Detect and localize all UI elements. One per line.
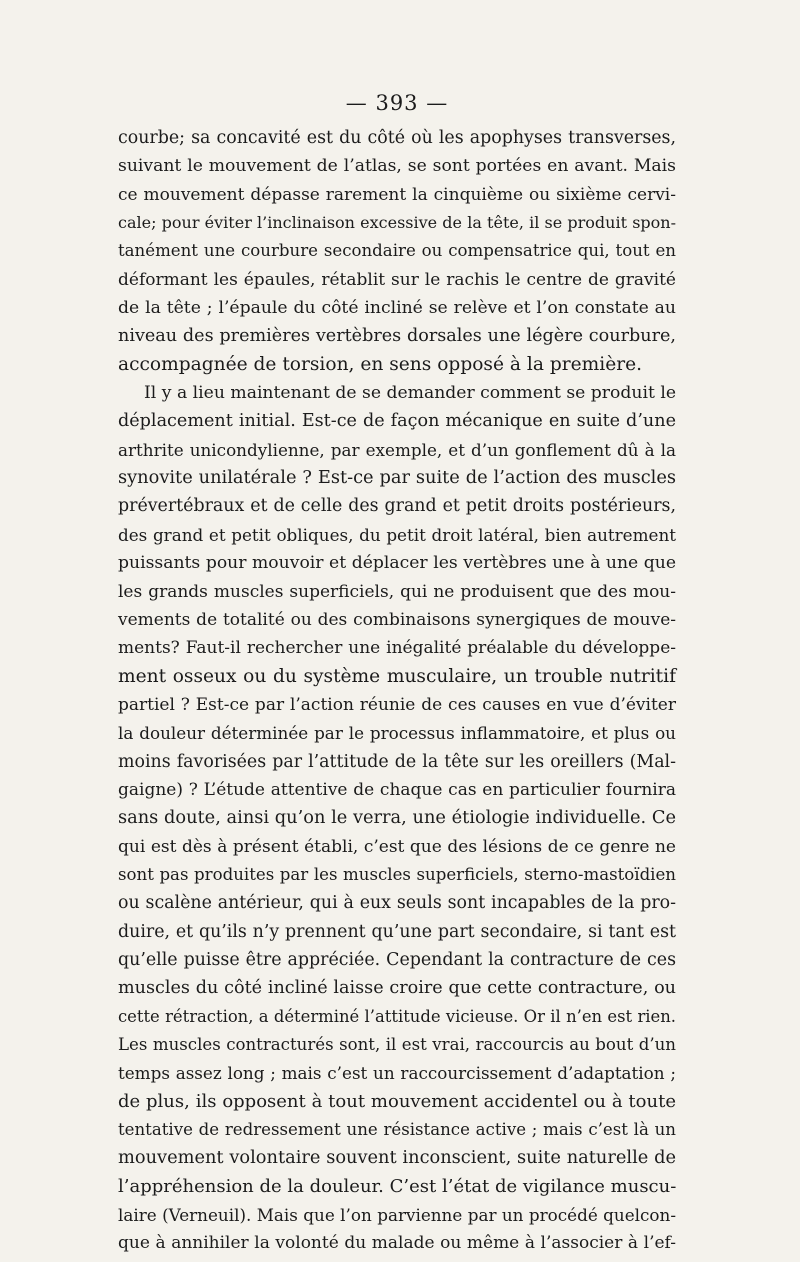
text-line: suivant le mouvement de l’atlas, se sont portées en avant. Mais — [118, 156, 676, 177]
text-line: gaigne) ? L’étude attentive de chaque cas en particulier fournira — [118, 779, 676, 800]
text-line: muscles du côté incliné laisse croire que cette contracture, ou — [118, 978, 676, 999]
text-line: sans doute, ainsi qu’on le verra, une étiologie individuelle. Ce — [118, 807, 676, 829]
text-line: prévertébraux et de celle des grand et petit droits postérieurs, — [118, 496, 676, 517]
text-line-paragraph-end: accompagnée de torsion, en sens opposé à la première. — [118, 353, 643, 375]
text-line: vements de totalité ou des combinaisons synergiques de mouve- — [118, 609, 676, 630]
text-line: synovite unilatérale ? Est-ce par suite de l’action des muscles — [118, 467, 676, 489]
text-line: laire (Verneuil). Mais que l’on parvienne par un procédé quelcon- — [118, 1205, 676, 1226]
text-line: l’appréhension de la douleur. C’est l’état de vigilance muscu- — [118, 1175, 677, 1197]
text-line: temps assez long ; mais c’est un raccourcissement d’adaptation ; — [118, 1063, 676, 1084]
text-line: déplacement initial. Est-ce de façon mécanique en suite d’une — [118, 411, 676, 432]
text-line: duire, et qu’ils n’y prennent qu’une part secondaire, si tant est — [118, 921, 676, 942]
text-line: ou scalène antérieur, qui à eux seuls sont incapables de la pro- — [118, 893, 676, 914]
text-line: de plus, ils opposent à tout mouvement accidentel ou à toute — [118, 1090, 676, 1112]
text-line: moins favorisées par l’attitude de la tête sur les oreillers (Mal- — [118, 751, 676, 772]
text-line: des grand et petit obliques, du petit droit latéral, bien autrement — [118, 524, 676, 545]
text-line: qui est dès à présent établi, c’est que des lésions de ce genre ne — [118, 836, 676, 857]
text-line: partiel ? Est-ce par l’action réunie de ces causes en vue d’éviter — [118, 694, 676, 715]
text-line: Les muscles contracturés sont, il est vrai, raccourcis au bout d’un — [118, 1035, 676, 1054]
text-line: les grands muscles superficiels, qui ne produisent que des mou- — [118, 581, 676, 602]
text-line: la douleur déterminée par le processus inflammatoire, et plus ou — [118, 723, 676, 744]
page-number: — 393 — — [345, 91, 449, 115]
text-line: tanément une courbure secondaire ou compensatrice qui, tout en — [118, 241, 676, 261]
text-line: de la tête ; l’épaule du côté incliné se relève et l’on constate au — [118, 298, 676, 319]
text-line: niveau des premières vertèbres dorsales une légère courbure, — [118, 326, 676, 347]
text-line: tentative de redressement une résistance active ; mais c’est là un — [118, 1120, 676, 1140]
text-line: ce mouvement dépasse rarement la cinquième ou sixième cervi- — [118, 184, 676, 205]
text-line: puissants pour mouvoir et déplacer les vertèbres une à une que — [118, 553, 676, 574]
text-line: qu’elle puisse être appréciée. Cependant la contracture de ces — [118, 949, 676, 970]
text-line: courbe; sa concavité est du côté où les apophyses transverses, — [118, 128, 676, 148]
text-line-paragraph-start: Il y a lieu maintenant de se demander comment se produit le — [144, 383, 676, 404]
text-line: arthrite unicondylienne, par exemple, et d’un gonflement dû à la — [118, 439, 676, 460]
text-line: ment osseux ou du système musculaire, un trouble nutritif — [118, 665, 676, 687]
text-line: sont pas produites par les muscles superficiels, sterno-mastoïdien — [118, 864, 676, 884]
text-line: cale; pour éviter l’inclinaison excessive de la tête, il se produit spon- — [118, 213, 676, 233]
body-text — [118, 124, 676, 1258]
text-line: cette rétraction, a déterminé l’attitude vicieuse. Or il n’en est rien. — [118, 1006, 676, 1026]
text-line: mouvement volontaire souvent inconscient, suite naturelle de — [118, 1147, 676, 1169]
book-page — [118, 84, 676, 1258]
text-line: ments? Faut-il rechercher une inégalité préalable du développe- — [118, 638, 676, 659]
text-line: déformant les épaules, rétablit sur le rachis le centre de gravité — [118, 269, 676, 290]
text-line: que à annihiler la volonté du malade ou même à l’associer à l’ef- — [118, 1233, 676, 1254]
